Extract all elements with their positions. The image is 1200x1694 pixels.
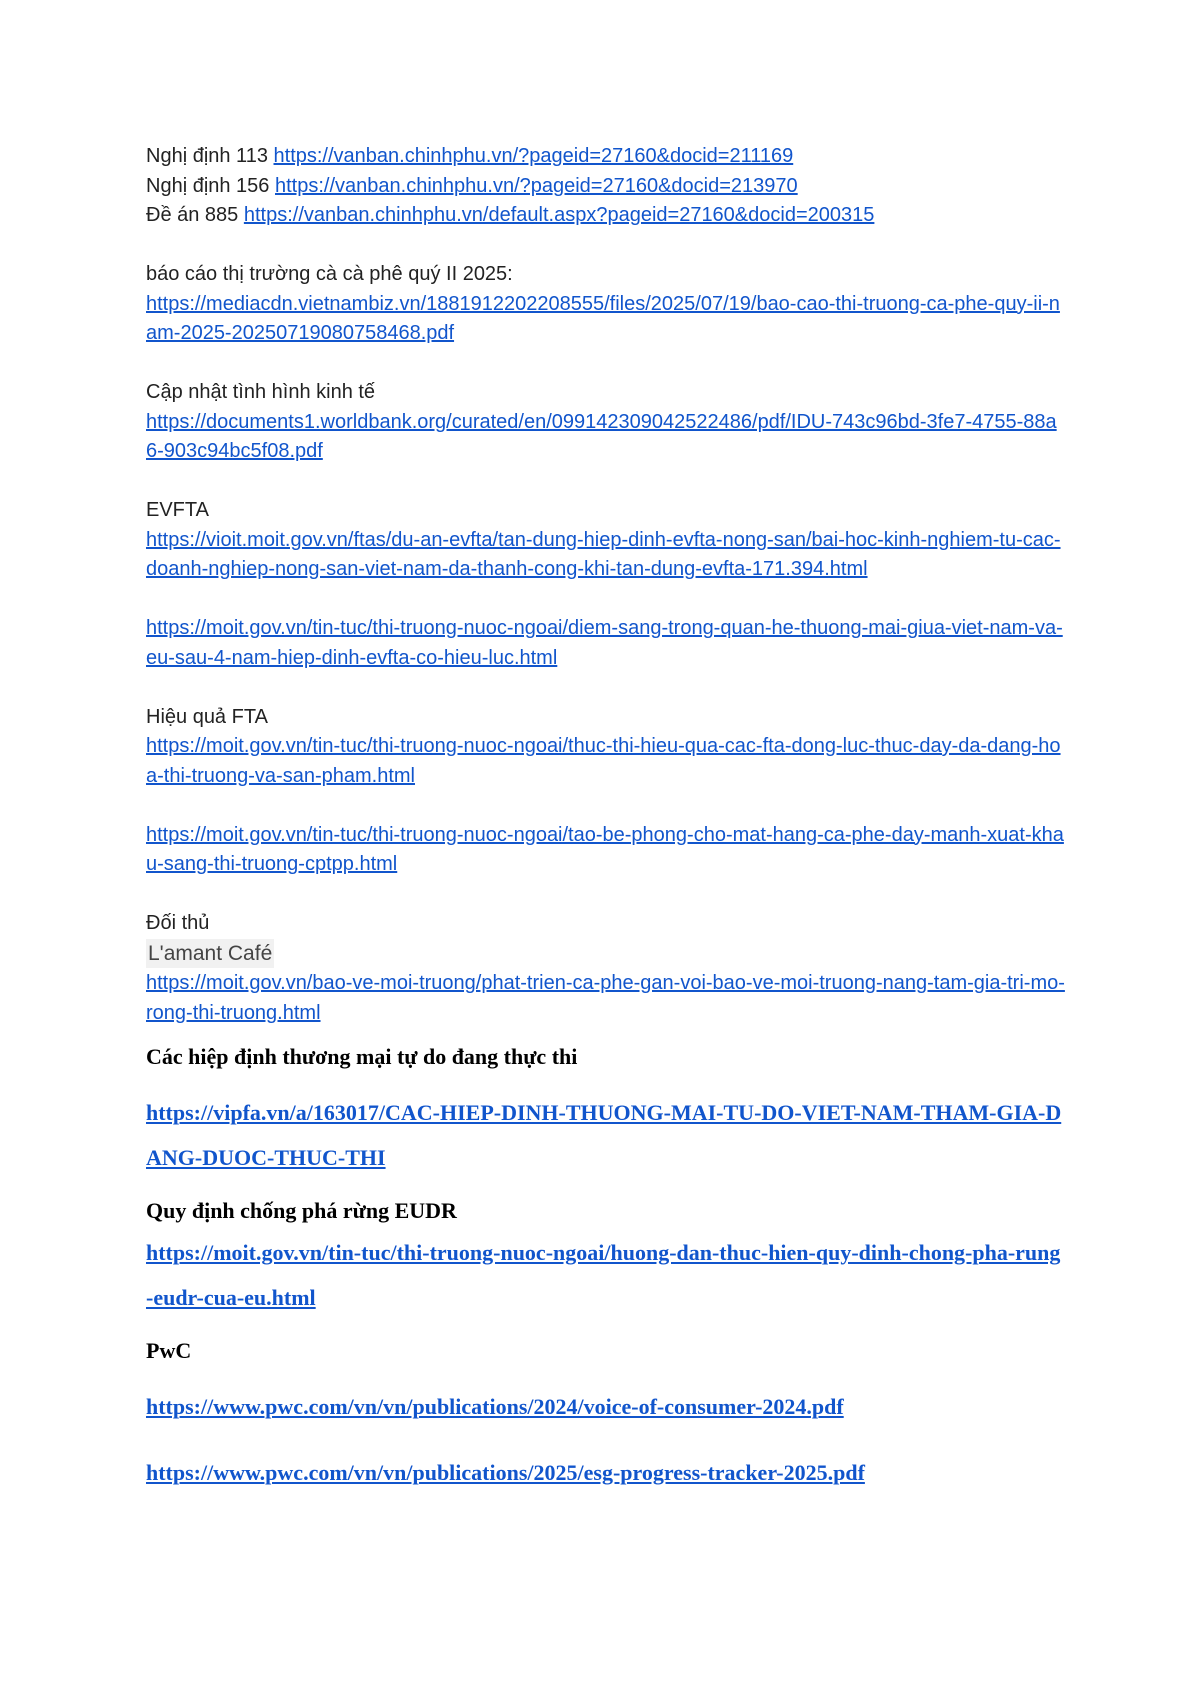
competitor-name: L'amant Café — [146, 939, 274, 969]
ref-decree-113 — [146, 142, 1066, 172]
competitor-link[interactable]: https://moit.gov.vn/bao-ve-moi-truong/phat-trien-ca-phe-gan-voi-bao-ve-moi-truong-nang-tam-gia-tri-mo-rong-thi-truong.html — [146, 972, 1065, 1024]
evfta-label: EVFTA — [146, 499, 209, 521]
agreements-section — [146, 1042, 1066, 1180]
ref-label: Nghị định 156 — [146, 174, 270, 197]
economy-link[interactable]: https://documents1.worldbank.org/curated/en/099142309042522486/pdf/IDU-743c96bd-3fe7-4755-88a6-903c94bc5f08.pdf — [146, 410, 1057, 462]
ref-label: Nghị định 113 — [146, 145, 268, 167]
pwc-link-1[interactable]: https://www.pwc.com/vn/vn/publications/2024/voice-of-consumer-2024.pdf — [146, 1394, 844, 1419]
agreements-title: Các hiệp định thương mại tự do đang thực thi — [146, 1044, 578, 1069]
spacer — [146, 585, 1066, 615]
evfta-link-1[interactable]: https://vioit.moit.gov.vn/ftas/du-an-evfta/tan-dung-hiep-dinh-evfta-nong-san/bai-hoc-kinh-nghiem-tu-cac-doanh-nghiep-nong-san-viet-nam-da-thanh-cong-khi-tan-dung-evfta-171.394.html — [146, 528, 1061, 580]
spacer — [146, 349, 1066, 379]
fta-label: Hiệu quả FTA — [146, 705, 268, 728]
competitor-name-row — [146, 939, 1066, 970]
competitor-label: Đối thủ — [146, 912, 210, 934]
fta-link-1[interactable]: https://moit.gov.vn/tin-tuc/thi-truong-nuoc-ngoai/thuc-thi-hieu-qua-cac-fta-dong-luc-thuc-day-da-dang-hoa-thi-truong-va-san-pham.html — [146, 735, 1061, 787]
spacer — [146, 231, 1066, 261]
economy-label: Cập nhật tình hình kinh tế — [146, 381, 376, 403]
fta-link-2[interactable]: https://moit.gov.vn/tin-tuc/thi-truong-nuoc-ngoai/tao-be-phong-cho-mat-hang-ca-phe-day-manh-xuat-khau-sang-thi-truong-cptpp.html — [146, 823, 1064, 875]
reference-list — [146, 142, 1066, 1028]
pwc-title: PwC — [146, 1338, 192, 1363]
report-label: báo cáo thị trường cà cà phê quý II 2025: — [146, 263, 513, 285]
ref-project-885 — [146, 201, 1066, 231]
spacer — [146, 880, 1066, 910]
agreements-link[interactable]: https://vipfa.vn/a/163017/CAC-HIEP-DINH-THUONG-MAI-TU-DO-VIET-NAM-THAM-GIA-DANG-DUOC-THUC-THI — [146, 1100, 1062, 1170]
spacer — [146, 791, 1066, 821]
ref-link[interactable]: https://vanban.chinhphu.vn/?pageid=27160&docid=211169 — [273, 145, 794, 167]
document-page — [146, 142, 1066, 1495]
spacer — [146, 467, 1066, 497]
ref-decree-156 — [146, 172, 1066, 202]
ref-link[interactable]: https://vanban.chinhphu.vn/default.aspx?pageid=27160&docid=200315 — [243, 204, 875, 226]
pwc-link-2[interactable]: https://www.pwc.com/vn/vn/publications/2025/esg-progress-tracker-2025.pdf — [146, 1460, 865, 1485]
eudr-section — [146, 1196, 1066, 1320]
eudr-title: Quy định chống phá rừng EUDR — [146, 1198, 457, 1223]
report-link[interactable]: https://mediacdn.vietnambiz.vn/1881912202208555/files/2025/07/19/bao-cao-thi-truong-ca-phe-quy-ii-nam-2025-20250719080758468.pdf — [146, 292, 1060, 344]
eudr-link[interactable]: https://moit.gov.vn/tin-tuc/thi-truong-nuoc-ngoai/huong-dan-thuc-hien-quy-dinh-chong-pha-rung-eudr-cua-eu.html — [146, 1240, 1061, 1310]
spacer — [146, 673, 1066, 703]
ref-label: Đề án 885 — [146, 204, 239, 226]
evfta-link-2[interactable]: https://moit.gov.vn/tin-tuc/thi-truong-nuoc-ngoai/diem-sang-trong-quan-he-thuong-mai-giua-viet-nam-va-eu-sau-4-nam-hiep-dinh-evfta-co-hieu-luc.html — [146, 617, 1063, 669]
ref-link[interactable]: https://vanban.chinhphu.vn/?pageid=27160&docid=213970 — [275, 174, 798, 197]
pwc-section — [146, 1336, 1066, 1495]
